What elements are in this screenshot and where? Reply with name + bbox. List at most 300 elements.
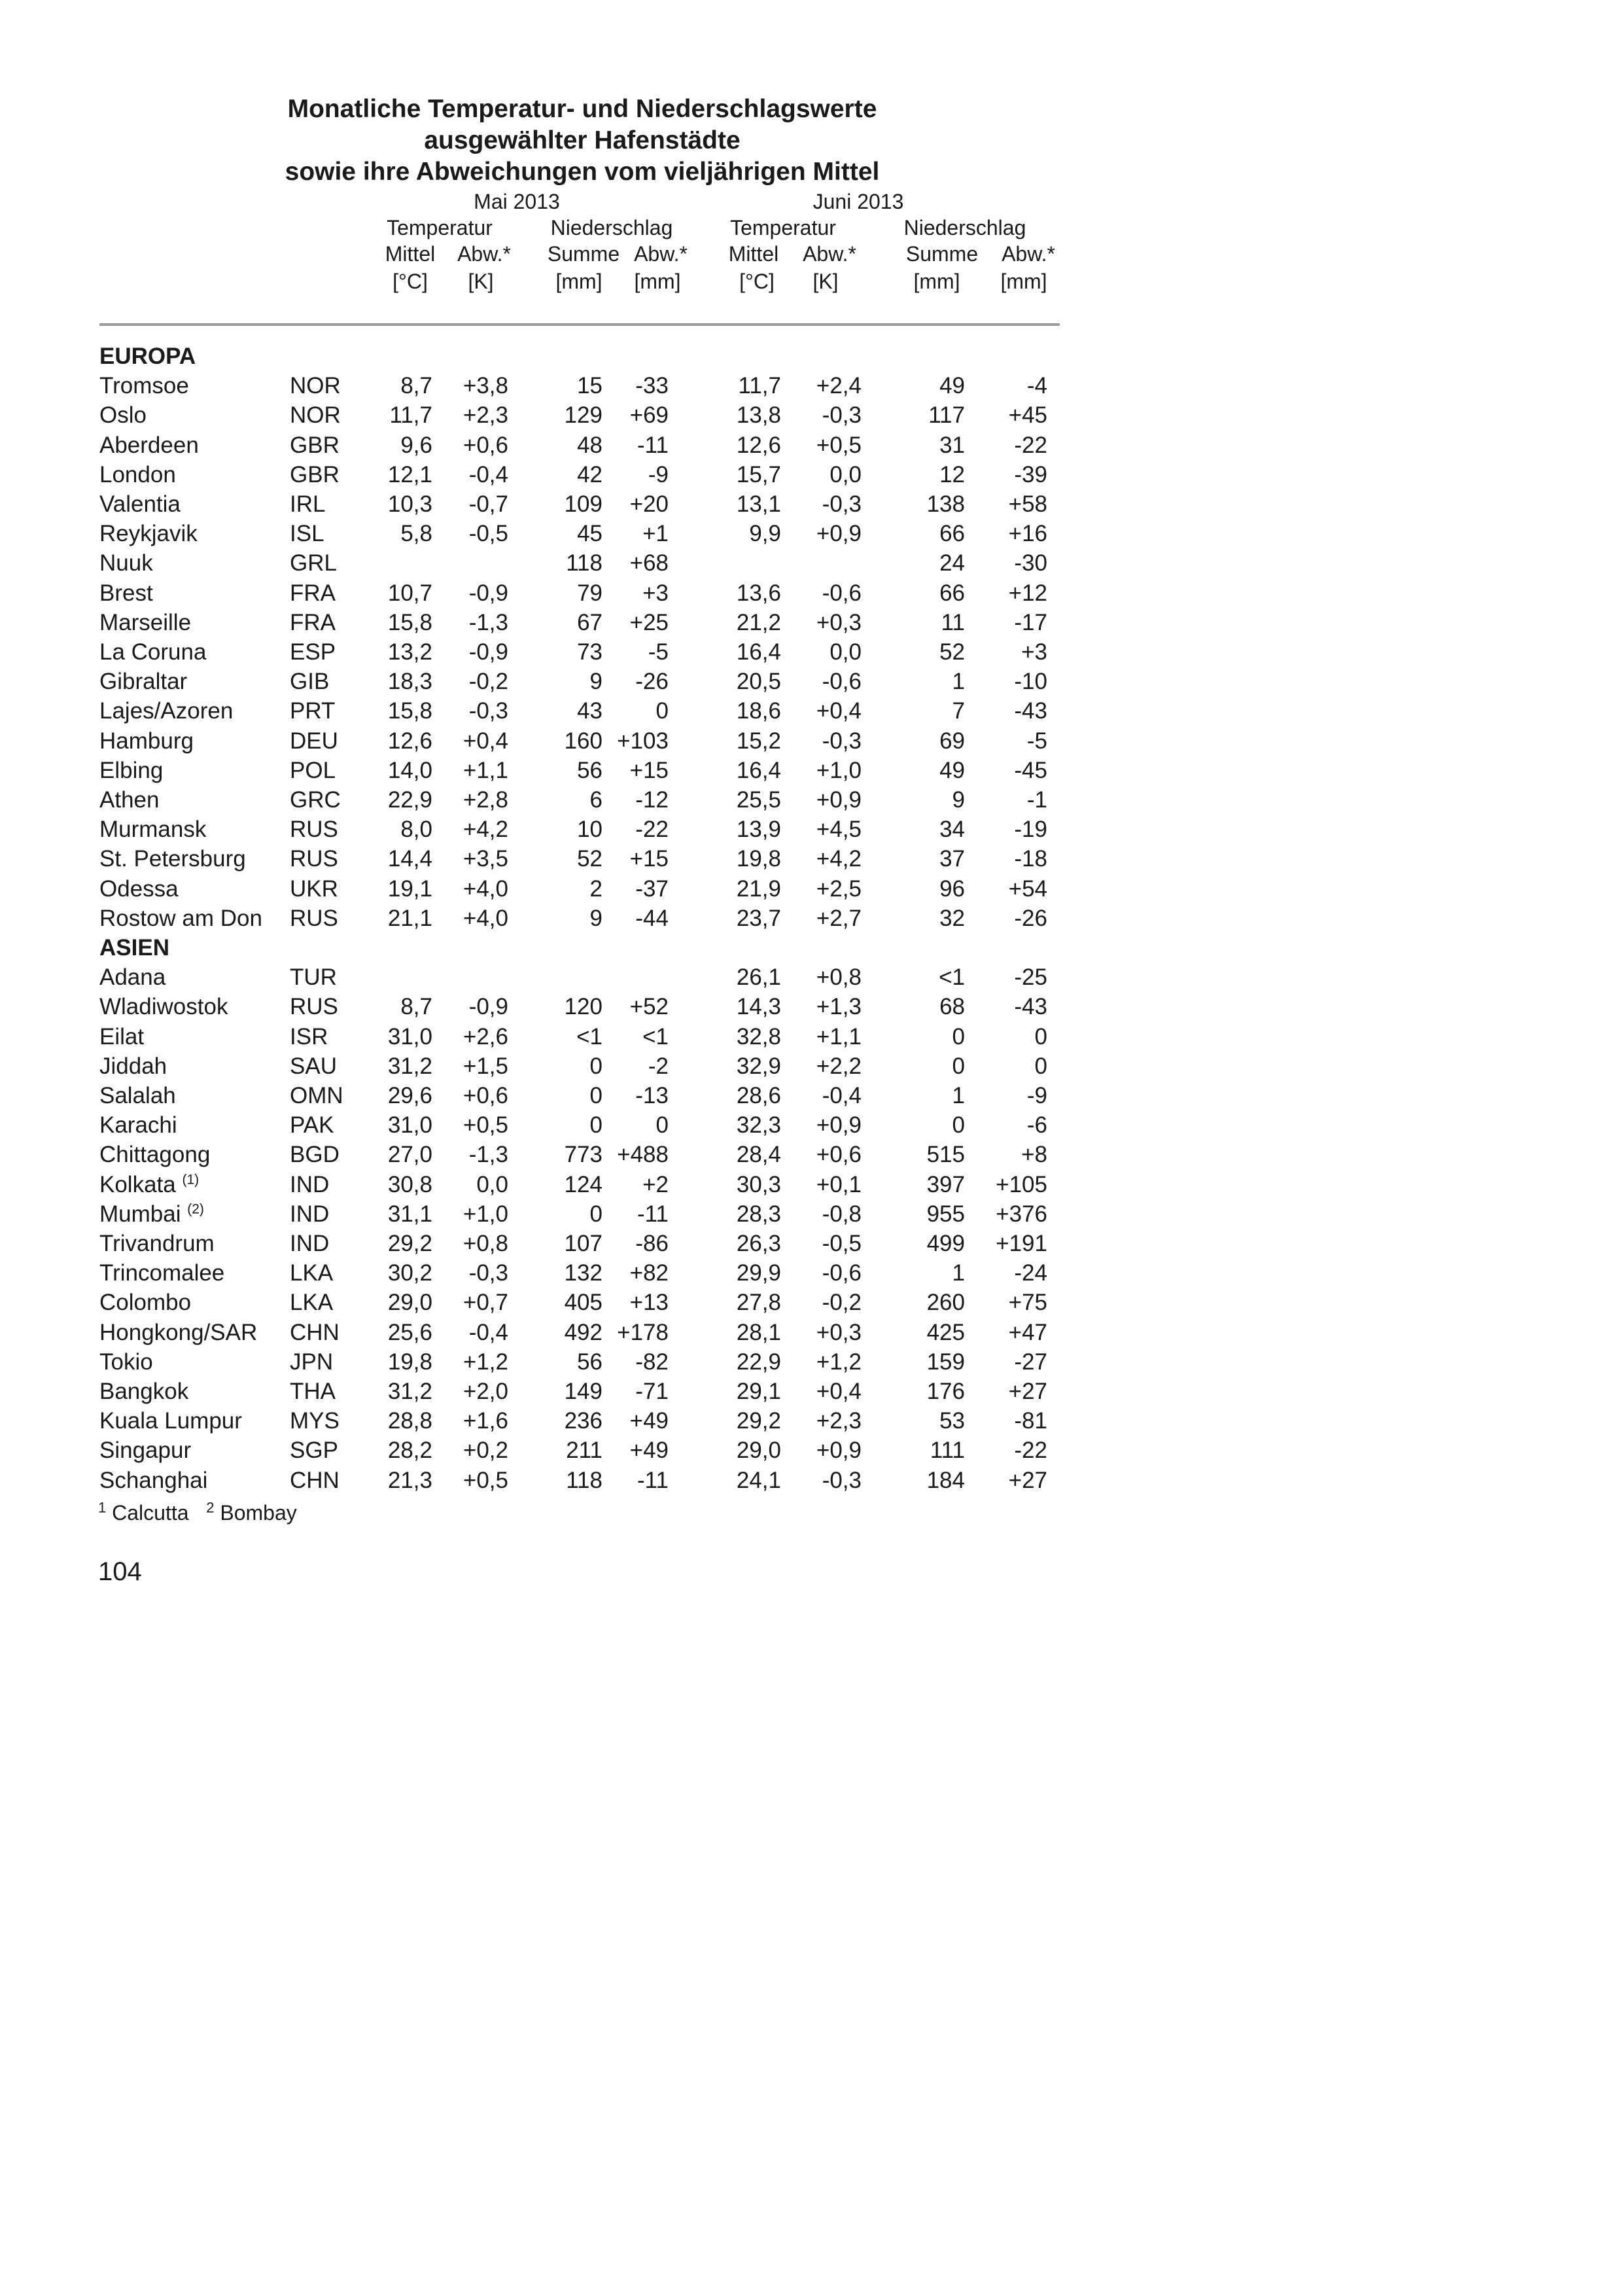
juni-nieder-summe: 159 [926, 1349, 965, 1375]
juni-temp-mittel: 30,3 [736, 1171, 781, 1197]
mai-temp-mittel: 29,6 [387, 1083, 432, 1108]
mai-temp-mittel: 21,1 [387, 905, 432, 931]
juni-nieder-summe: 176 [926, 1379, 965, 1404]
juni-temp-abw: -0,3 [822, 728, 862, 754]
table-row [0, 1229, 1112, 1258]
mai-nieder-summe: 149 [564, 1379, 602, 1404]
mai-nieder-summe: 42 [577, 461, 602, 487]
footnote-marker-2: 2 [206, 1499, 215, 1516]
mai-temp-abw: -0,3 [468, 1260, 508, 1286]
mai-nieder-summe: 120 [564, 994, 602, 1020]
city-name [99, 756, 163, 785]
mai-temp-mittel: 22,9 [387, 787, 432, 813]
mai-nieder-summe: 67 [577, 609, 602, 635]
mai-nieder-summe: 492 [564, 1319, 602, 1345]
table-row [0, 667, 1112, 696]
table-row [0, 1199, 1112, 1229]
juni-temp-abw: +2,7 [816, 905, 862, 931]
juni-nieder-summe: 37 [939, 846, 965, 872]
city-name [99, 667, 187, 696]
table-row [0, 756, 1112, 785]
table-row [0, 1288, 1112, 1317]
mai-temp-mittel: 8,7 [400, 994, 432, 1020]
juni-nieder-abw: -5 [1026, 728, 1047, 754]
header-niederschlag-1: Niederschlag [550, 216, 673, 239]
mai-nieder-abw: -33 [635, 373, 669, 399]
juni-nieder-abw: -27 [1014, 1349, 1047, 1375]
country-code: FRA [290, 580, 336, 606]
section-heading: EUROPA [99, 344, 196, 369]
mai-nieder-abw: +1 [642, 521, 669, 547]
mai-temp-mittel: 9,6 [400, 432, 432, 458]
juni-temp-mittel: 13,1 [736, 491, 781, 517]
juni-temp-mittel: 28,3 [736, 1201, 781, 1227]
city-name [99, 844, 246, 874]
juni-temp-mittel: 32,9 [736, 1053, 781, 1079]
city-name [99, 519, 198, 548]
juni-nieder-summe: 184 [926, 1467, 965, 1493]
city-label: Brest [99, 580, 153, 606]
juni-nieder-summe: 34 [939, 817, 965, 843]
table-row [0, 371, 1112, 400]
juni-nieder-abw: +16 [1008, 521, 1047, 547]
city-name [99, 726, 194, 756]
juni-temp-mittel: 22,9 [736, 1349, 781, 1375]
country-code: CHN [290, 1319, 340, 1345]
city-label: Trivandrum [99, 1231, 215, 1256]
city-name [99, 696, 233, 726]
mai-temp-mittel: 31,2 [387, 1053, 432, 1079]
juni-nieder-summe: 499 [926, 1231, 965, 1256]
mai-nieder-abw: -9 [648, 461, 669, 487]
mai-temp-mittel: 27,0 [387, 1142, 432, 1168]
table-row [0, 1377, 1112, 1406]
juni-temp-abw: 0,0 [829, 461, 862, 487]
header-unit-mm-1: [mm] [555, 270, 602, 293]
juni-nieder-abw: -43 [1014, 698, 1047, 724]
city-name [99, 1229, 215, 1258]
country-code: NOR [290, 402, 341, 429]
country-code: BGD [290, 1142, 340, 1168]
city-label: Karachi [99, 1112, 177, 1139]
mai-temp-mittel: 28,8 [387, 1408, 432, 1434]
city-label: St. Petersburg [99, 846, 246, 872]
mai-temp-abw: -0,2 [468, 669, 508, 695]
city-label: Reykjavik [99, 521, 198, 547]
city-label: Valentia [99, 491, 181, 517]
city-label: Hongkong/SAR [99, 1319, 258, 1345]
city-name [99, 489, 181, 519]
mai-temp-abw: +2,6 [462, 1023, 508, 1050]
city-label: Murmansk [99, 817, 207, 843]
table-row [0, 1318, 1112, 1347]
mai-nieder-abw: <1 [642, 1023, 669, 1050]
mai-temp-abw: +3,8 [462, 373, 508, 399]
mai-temp-mittel: 12,1 [387, 461, 432, 487]
country-code: GRC [290, 787, 341, 813]
juni-temp-abw: +0,8 [816, 964, 862, 991]
country-code: ESP [290, 639, 336, 665]
juni-temp-mittel: 26,3 [736, 1231, 781, 1256]
juni-temp-mittel: 13,9 [736, 817, 781, 843]
juni-temp-mittel: 20,5 [736, 669, 781, 695]
mai-nieder-summe: 45 [577, 521, 602, 547]
header-summe-1: Summe [547, 242, 620, 266]
juni-nieder-abw: 0 [1034, 1023, 1047, 1050]
juni-nieder-abw: +8 [1021, 1142, 1047, 1168]
mai-temp-abw: +4,0 [462, 905, 508, 931]
mai-temp-mittel: 14,0 [387, 757, 432, 783]
mai-nieder-summe: 9 [589, 669, 602, 695]
country-code: NOR [290, 373, 341, 399]
juni-temp-abw: +0,9 [816, 787, 862, 813]
mai-temp-mittel: 31,2 [387, 1379, 432, 1404]
mai-nieder-summe: 52 [577, 846, 602, 872]
juni-nieder-abw: +45 [1008, 402, 1047, 429]
juni-nieder-summe: 260 [926, 1290, 965, 1316]
footnote-text-1: Calcutta [112, 1501, 189, 1525]
city-label: Rostow am Don [99, 905, 262, 931]
juni-nieder-summe: 138 [926, 491, 965, 517]
mai-nieder-summe: 15 [577, 373, 602, 399]
table-row [0, 696, 1112, 726]
mai-temp-abw: +0,5 [462, 1112, 508, 1139]
juni-temp-mittel: 19,8 [736, 846, 781, 872]
mai-temp-mittel: 13,2 [387, 639, 432, 665]
header-unit-mm-3: [mm] [913, 270, 960, 293]
mai-nieder-abw: +15 [629, 757, 669, 783]
mai-nieder-abw: -2 [648, 1053, 669, 1079]
juni-temp-mittel: 28,6 [736, 1083, 781, 1108]
juni-temp-mittel: 26,1 [736, 964, 781, 991]
city-name [99, 578, 153, 608]
mai-temp-abw: -0,4 [468, 461, 508, 487]
country-code: OMN [290, 1083, 343, 1108]
juni-temp-abw: +0,6 [816, 1142, 862, 1168]
juni-temp-mittel: 32,3 [736, 1112, 781, 1139]
mai-nieder-abw: 0 [655, 698, 669, 724]
mai-nieder-abw: -22 [635, 817, 669, 843]
juni-temp-abw: +0,4 [816, 1379, 862, 1404]
juni-nieder-summe: 397 [926, 1171, 965, 1197]
juni-temp-mittel: 23,7 [736, 905, 781, 931]
header-mittel-1: Mittel [385, 242, 436, 266]
mai-nieder-abw: -82 [635, 1349, 669, 1375]
country-code: RUS [290, 994, 338, 1020]
header-unit-k-2: [K] [812, 270, 839, 293]
country-code: RUS [290, 846, 338, 872]
mai-nieder-summe: 118 [566, 550, 602, 576]
mai-temp-abw: +1,6 [462, 1408, 508, 1434]
juni-nieder-abw: -39 [1014, 461, 1047, 487]
juni-temp-mittel: 12,6 [736, 432, 781, 458]
mai-temp-mittel: 28,2 [387, 1438, 432, 1464]
country-code: LKA [290, 1290, 334, 1316]
juni-nieder-summe: 52 [939, 639, 965, 665]
header-abw-4: Abw.* [1002, 242, 1055, 266]
header-abw-2: Abw.* [634, 242, 688, 266]
country-code: ISL [290, 521, 324, 547]
juni-nieder-abw: -45 [1014, 757, 1047, 783]
table-row [0, 992, 1112, 1021]
juni-temp-abw: +1,2 [816, 1349, 862, 1375]
mai-nieder-abw: +52 [629, 994, 669, 1020]
juni-nieder-abw: -10 [1014, 669, 1047, 695]
city-name [99, 1140, 210, 1169]
country-code: GRL [290, 550, 337, 576]
mai-nieder-summe: 211 [566, 1438, 602, 1464]
mai-temp-abw: -1,3 [468, 609, 508, 635]
footnote-ref: (2) [187, 1201, 204, 1217]
juni-nieder-abw: -17 [1014, 609, 1047, 635]
mai-nieder-summe: 43 [577, 698, 602, 724]
table-row [0, 726, 1112, 756]
mai-nieder-abw: -26 [635, 669, 669, 695]
mai-nieder-abw: +69 [629, 402, 669, 429]
city-label: Mumbai [99, 1201, 181, 1227]
mai-nieder-abw: -11 [637, 1201, 669, 1227]
juni-temp-abw: -0,5 [822, 1231, 862, 1256]
header-divider [99, 323, 1060, 326]
mai-nieder-abw: +3 [642, 580, 669, 606]
juni-temp-abw: +0,3 [816, 609, 862, 635]
city-label: Eilat [99, 1023, 145, 1050]
city-name [99, 460, 176, 489]
mai-temp-mittel: 31,0 [387, 1023, 432, 1050]
city-label: Jiddah [99, 1053, 167, 1079]
mai-nieder-abw: +178 [617, 1319, 669, 1345]
country-code: GIB [290, 669, 330, 695]
juni-nieder-summe: <1 [939, 964, 965, 991]
juni-temp-mittel: 21,9 [736, 875, 781, 902]
juni-temp-abw: -0,3 [822, 402, 862, 429]
city-label: Colombo [99, 1290, 192, 1316]
mai-temp-abw: +3,5 [462, 846, 508, 872]
mai-nieder-abw: +25 [629, 609, 669, 635]
juni-nieder-abw: -25 [1014, 964, 1047, 991]
city-name [99, 1081, 176, 1110]
city-label: Odessa [99, 875, 179, 902]
table-row [0, 815, 1112, 844]
table-row [0, 904, 1112, 933]
juni-temp-abw: +0,5 [816, 432, 862, 458]
table-row [0, 874, 1112, 904]
mai-nieder-summe: 129 [564, 402, 602, 429]
city-name [99, 1377, 188, 1406]
mai-nieder-abw: +82 [629, 1260, 669, 1286]
country-code: ISR [290, 1023, 328, 1050]
country-code: GBR [290, 461, 340, 487]
country-code: MYS [290, 1408, 340, 1434]
header-unit-mm-2: [mm] [634, 270, 681, 293]
juni-nieder-summe: 11 [941, 609, 965, 635]
juni-nieder-abw: +47 [1008, 1319, 1047, 1345]
juni-nieder-summe: 31 [939, 432, 965, 458]
juni-temp-mittel: 15,2 [736, 728, 781, 754]
city-name [99, 637, 206, 667]
mai-nieder-abw: +49 [629, 1408, 669, 1434]
city-name [99, 1288, 191, 1317]
mai-temp-mittel: 15,8 [387, 609, 432, 635]
city-name [99, 1199, 204, 1229]
table-row [0, 1170, 1112, 1199]
header-unit-mm-4: [mm] [1000, 270, 1047, 293]
table-row [0, 1466, 1112, 1495]
table-row [0, 1022, 1112, 1051]
juni-temp-mittel: 29,2 [736, 1408, 781, 1434]
juni-nieder-abw: +376 [996, 1201, 1047, 1227]
juni-temp-abw: -0,6 [822, 580, 862, 606]
country-code: TUR [290, 964, 337, 991]
juni-nieder-summe: 117 [928, 402, 965, 429]
juni-nieder-summe: 24 [939, 550, 965, 576]
city-name [99, 815, 206, 844]
mai-nieder-summe: 10 [577, 817, 602, 843]
juni-nieder-abw: +191 [996, 1231, 1047, 1256]
juni-nieder-abw: 0 [1034, 1053, 1047, 1079]
juni-nieder-abw: +3 [1021, 639, 1047, 665]
table-row [0, 1258, 1112, 1288]
juni-nieder-summe: 0 [952, 1053, 965, 1079]
juni-temp-mittel: 11,7 [738, 373, 781, 399]
city-label: Trincomalee [99, 1260, 225, 1286]
mai-temp-abw: 0,0 [476, 1171, 508, 1197]
table-row [0, 1436, 1112, 1465]
city-label: Adana [99, 964, 166, 991]
header-unit-c-1: [°C] [393, 270, 428, 293]
city-label: Lajes/Azoren [99, 698, 234, 724]
table-row [0, 637, 1112, 667]
mai-temp-abw: +2,8 [462, 787, 508, 813]
juni-temp-abw: -0,3 [822, 491, 862, 517]
country-code: THA [290, 1379, 336, 1404]
header-temperatur-2: Temperatur [730, 216, 836, 239]
city-label: Salalah [99, 1083, 176, 1108]
city-label: Hamburg [99, 728, 194, 754]
mai-nieder-summe: 236 [564, 1408, 602, 1434]
mai-nieder-abw: -13 [635, 1083, 669, 1108]
juni-temp-mittel: 15,7 [736, 461, 781, 487]
mai-temp-abw: +2,3 [462, 402, 508, 429]
juni-temp-abw: -0,4 [822, 1083, 862, 1108]
city-label: Chittagong [99, 1142, 211, 1168]
footnote [98, 1500, 297, 1526]
header-month-juni: Juni 2013 [812, 190, 904, 213]
country-code: UKR [290, 875, 338, 902]
city-name [99, 1347, 153, 1377]
country-code: POL [290, 757, 336, 783]
country-code: PRT [290, 698, 336, 724]
mai-nieder-summe: 56 [577, 757, 602, 783]
mai-temp-mittel: 14,4 [387, 846, 432, 872]
juni-nieder-abw: -18 [1014, 846, 1047, 872]
juni-temp-abw: +1,1 [816, 1023, 862, 1050]
table-row [0, 785, 1112, 815]
mai-temp-abw: -0,7 [468, 491, 508, 517]
juni-temp-mittel: 21,2 [736, 609, 781, 635]
juni-nieder-summe: 68 [939, 994, 965, 1020]
mai-nieder-summe: 405 [564, 1290, 602, 1316]
mai-nieder-abw: -5 [648, 639, 669, 665]
juni-nieder-abw: -30 [1014, 550, 1047, 576]
mai-nieder-summe: 0 [589, 1083, 602, 1108]
juni-temp-mittel: 32,8 [736, 1023, 781, 1050]
table-row [0, 608, 1112, 637]
table-row [0, 489, 1112, 519]
mai-nieder-summe: 0 [589, 1112, 602, 1139]
juni-temp-abw: +0,9 [816, 1438, 862, 1464]
country-code: IRL [290, 491, 326, 517]
mai-nieder-abw: -11 [637, 1467, 669, 1493]
city-name [99, 992, 228, 1021]
mai-temp-abw: +0,2 [462, 1438, 508, 1464]
mai-temp-abw: -0,5 [468, 521, 508, 547]
juni-temp-abw: +4,2 [816, 846, 862, 872]
mai-nieder-summe: 79 [577, 580, 602, 606]
mai-temp-mittel: 5,8 [400, 521, 432, 547]
mai-nieder-abw: +20 [629, 491, 669, 517]
juni-nieder-summe: 0 [952, 1023, 965, 1050]
city-name [99, 904, 262, 933]
mai-nieder-summe: 773 [564, 1142, 602, 1168]
juni-temp-abw: +0,9 [816, 1112, 862, 1139]
juni-nieder-summe: 66 [939, 580, 965, 606]
country-code: JPN [290, 1349, 334, 1375]
mai-temp-mittel: 30,2 [387, 1260, 432, 1286]
juni-temp-mittel: 28,4 [736, 1142, 781, 1168]
juni-nieder-abw: +12 [1008, 580, 1047, 606]
juni-temp-mittel: 14,3 [736, 994, 781, 1020]
table-row [0, 844, 1112, 874]
juni-nieder-summe: 32 [939, 905, 965, 931]
juni-nieder-summe: 66 [939, 521, 965, 547]
mai-nieder-abw: +2 [642, 1171, 669, 1197]
mai-nieder-summe: 73 [577, 639, 602, 665]
header-mittel-2: Mittel [728, 242, 779, 266]
mai-temp-abw: +0,6 [462, 1083, 508, 1108]
city-label: Bangkok [99, 1379, 189, 1404]
mai-nieder-abw: +49 [629, 1438, 669, 1464]
country-code: IND [290, 1231, 330, 1256]
title-line-1: Monatliche Temperatur- und Niederschlagswerte [287, 95, 877, 123]
mai-temp-abw: +0,8 [462, 1231, 508, 1256]
country-code: SGP [290, 1438, 338, 1464]
mai-nieder-summe: 2 [589, 875, 602, 902]
juni-nieder-abw: -1 [1026, 787, 1047, 813]
juni-nieder-summe: 49 [939, 373, 965, 399]
juni-temp-abw: +1,3 [816, 994, 862, 1020]
juni-temp-abw: +2,5 [816, 875, 862, 902]
country-code: DEU [290, 728, 338, 754]
juni-temp-abw: +0,4 [816, 698, 862, 724]
juni-nieder-abw: -6 [1026, 1112, 1047, 1139]
mai-nieder-abw: -44 [635, 905, 669, 931]
juni-nieder-summe: 515 [926, 1142, 965, 1168]
city-name [99, 1022, 144, 1051]
juni-temp-mittel: 25,5 [736, 787, 781, 813]
mai-temp-mittel: 29,2 [387, 1231, 432, 1256]
table-row [0, 431, 1112, 460]
city-label: Kuala Lumpur [99, 1408, 242, 1434]
city-label: La Coruna [99, 639, 207, 665]
country-code: RUS [290, 817, 338, 843]
mai-nieder-abw: -12 [635, 787, 669, 813]
mai-nieder-summe: 109 [564, 491, 602, 517]
table-row [0, 1110, 1112, 1140]
mai-nieder-summe: 9 [589, 905, 602, 931]
city-name [99, 1110, 177, 1140]
juni-nieder-abw: -24 [1014, 1260, 1047, 1286]
